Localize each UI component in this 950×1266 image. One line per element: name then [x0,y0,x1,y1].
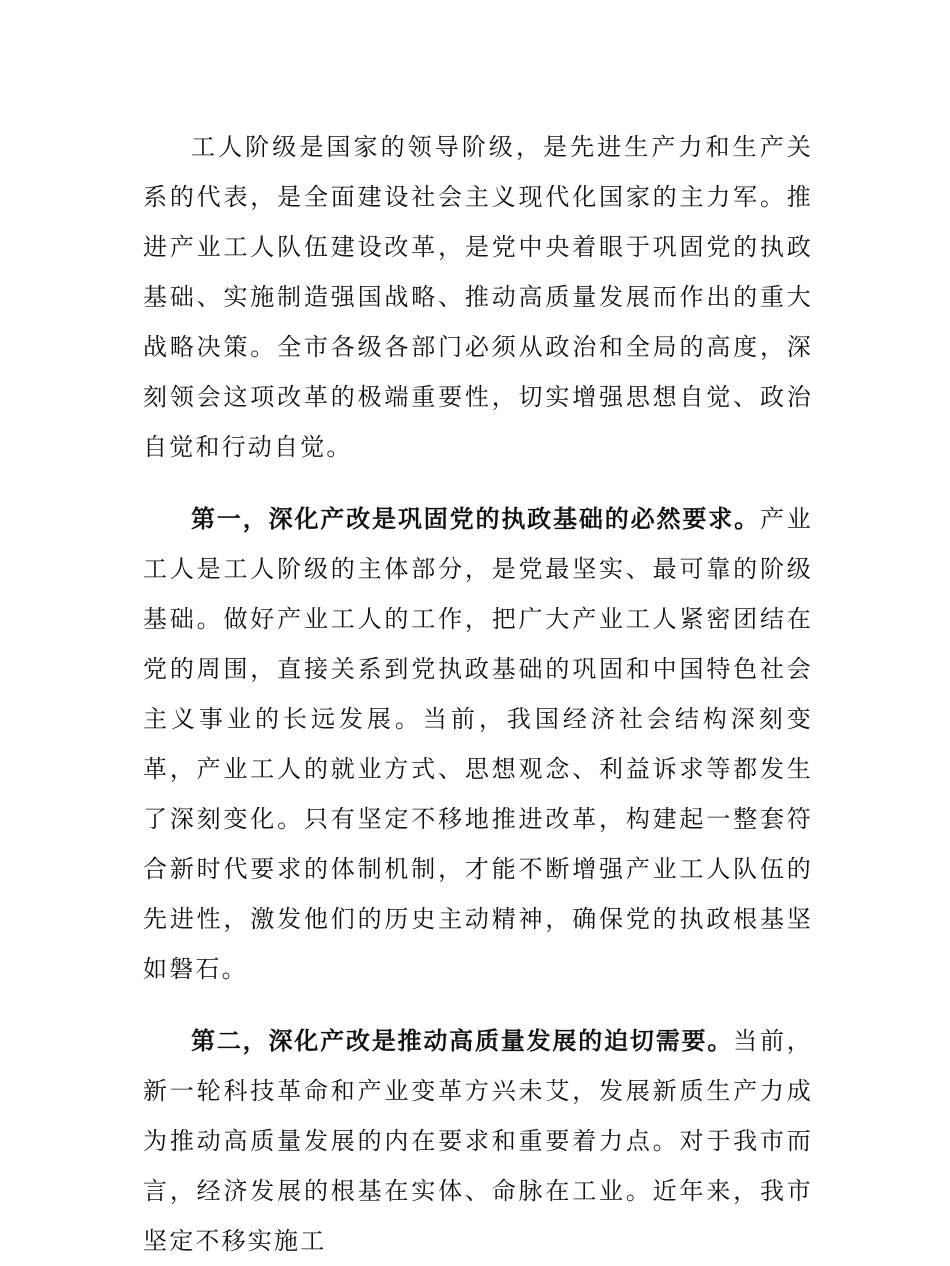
paragraph-first-point [143,494,813,994]
paragraph-first-point-heading: 第一，深化产改是巩固党的执政基础的必然要求。 [191,505,760,533]
paragraph-intro-text: 工人阶级是国家的领导阶级，是先进生产力和生产关系的代表，是全面建设社会主义现代化国家的主力军。推进产业工人队伍建设改革，是党中央着眼于巩固党的执政基础、实施制造强国战略、推动高质量发展而作出的重大战略决策。全市各级各部门必须从政治和全局的高度，深刻领会这项改革的极端重要性，切实增强思想自觉、政治自觉和行动自觉。 [143,133,813,461]
paragraph-second-point [143,1016,813,1266]
paragraph-first-point-text: 产业工人是工人阶级的主体部分，是党最坚实、最可靠的阶级基础。做好产业工人的工作，把广大产业工人紧密团结在党的周围，直接关系到党执政基础的巩固和中国特色社会主义事业的长远发展。当前，我国经济社会结构深刻变革，产业工人的就业方式、思想观念、利益诉求等都发生了深刻变化。只有坚定不移地推进改革，构建起一整套符合新时代要求的体制机制，才能不断增强产业工人队伍的先进性，激发他们的历史主动精神，确保党的执政根基坚如磐石。 [143,505,813,983]
document-body [143,122,813,1266]
paragraph-second-point-heading: 第二，深化产改是推动高质量发展的迫切需要。 [191,1027,734,1055]
paragraph-intro [143,122,813,472]
paragraph-second-point-text: 当前，新一轮科技革命和产业变革方兴未艾，发展新质生产力成为推动高质量发展的内在要求和重要着力点。对于我市而言，经济发展的根基在实体、命脉在工业。近年来，我市坚定不移实施工 [143,1027,813,1255]
